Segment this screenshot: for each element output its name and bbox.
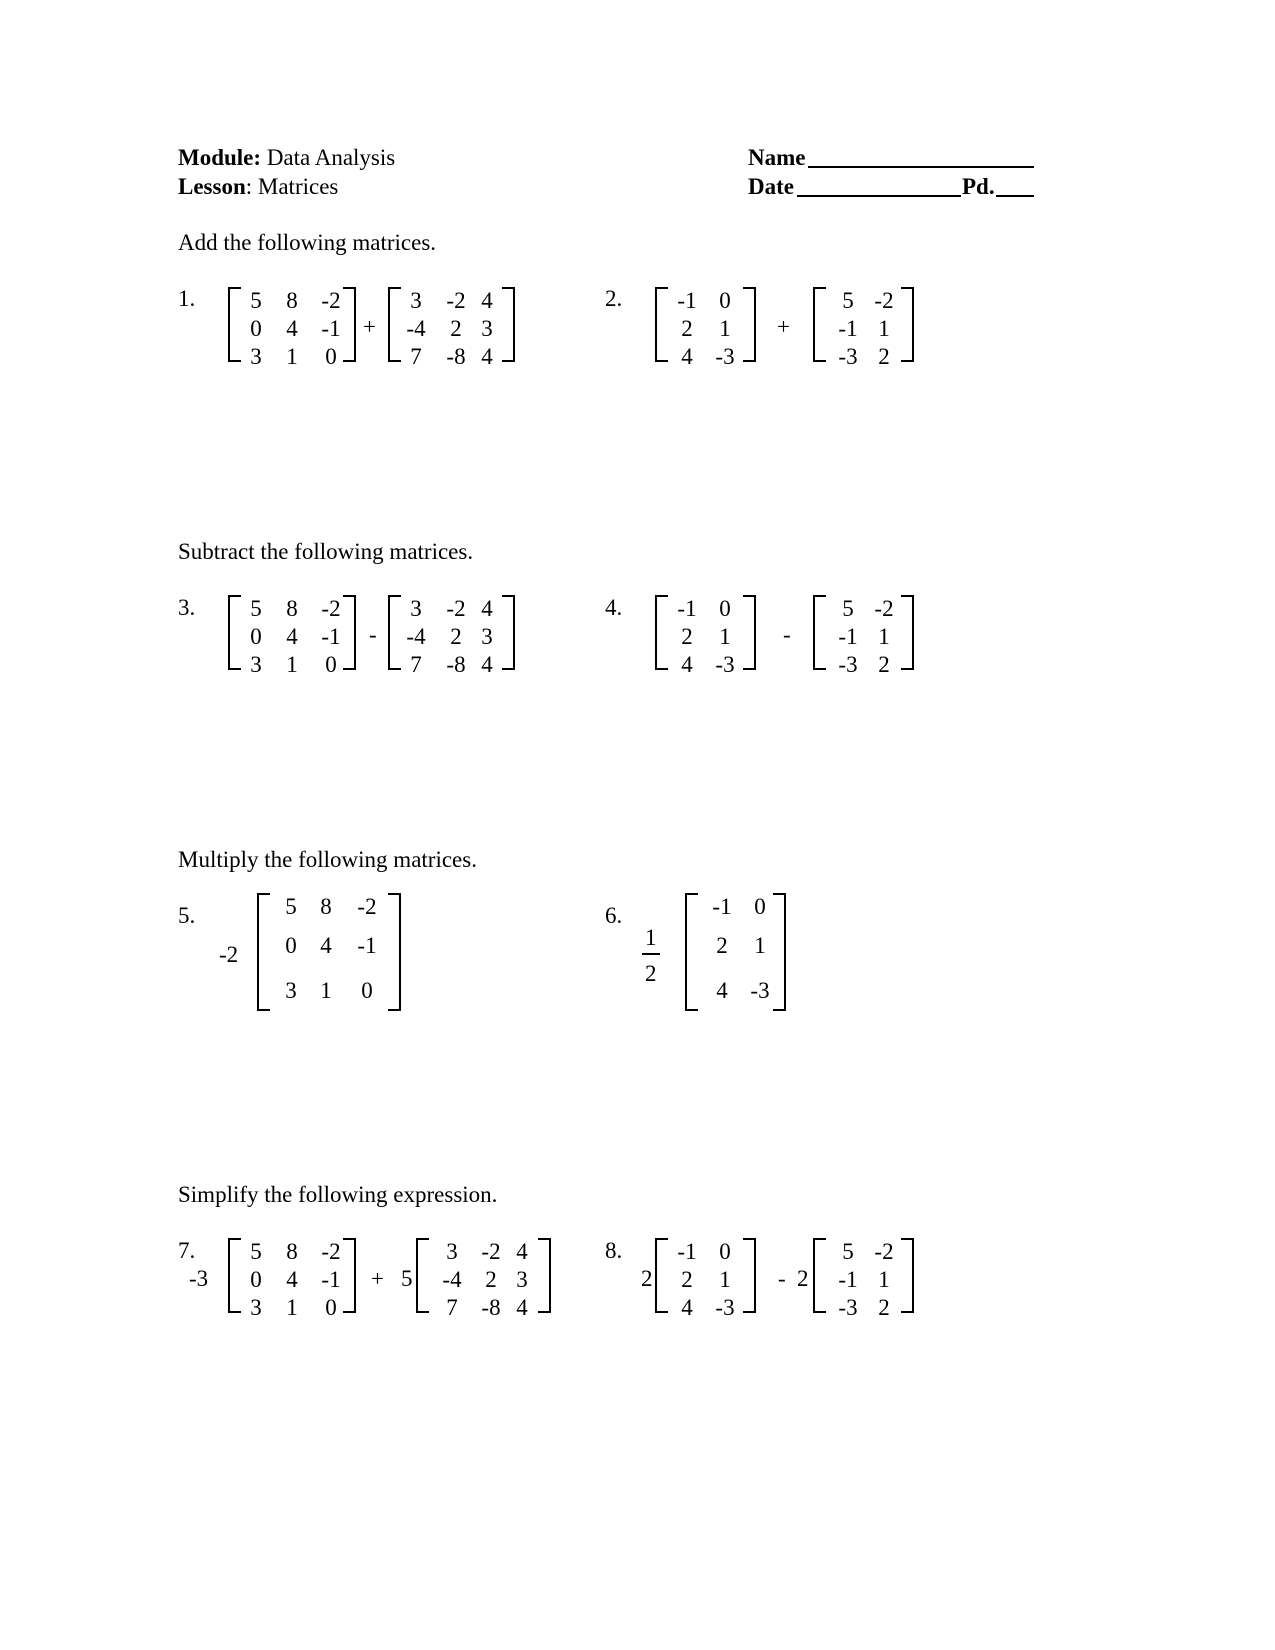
matrix-p7-right-left-bracket [416,1238,429,1313]
matrix-cell: 1 [878,316,890,341]
problem-7-operator: + [371,1266,384,1291]
matrix-cell: -2 [446,596,466,621]
matrix-cell: 0 [719,288,731,313]
matrix-cell: 2 [878,344,890,369]
matrix-cell: -3 [838,1295,858,1320]
matrix-cell: 0 [325,1295,337,1320]
matrix-p1-right-left-bracket [388,287,401,362]
matrix-cell: 4 [681,1295,693,1320]
problem-1-operator: + [363,314,376,339]
section-multiply-heading: Multiply the following matrices. [178,847,477,872]
matrix-p2-right [813,287,914,369]
matrix-cell: 0 [250,1267,262,1292]
matrix-p2-left [655,287,756,369]
matrix-cell: -1 [712,894,732,919]
matrix-p1-left-right-bracket [343,287,356,362]
matrix-p3-left [228,595,356,677]
matrix-p5-right-bracket [388,893,401,1011]
matrix-p1-left [228,287,356,369]
matrix-cell: 0 [754,894,766,919]
problem-5-scalar: -2 [219,942,239,967]
problem-8-number: 8. [605,1238,623,1263]
matrix-cell: 1 [286,1295,298,1320]
matrix-cell: 4 [716,978,728,1003]
problem-3-operator: - [369,622,377,647]
matrix-cell: -8 [481,1295,501,1320]
matrix-cell: 1 [719,624,731,649]
module-value: Data Analysis [266,145,396,170]
matrix-cell: 3 [250,344,262,369]
problem-5-number: 5. [178,903,196,928]
matrix-p2-left-right-bracket [743,287,756,362]
matrix-cell: 1 [719,316,731,341]
matrix-p7-left-left-bracket [228,1238,241,1313]
matrix-cell: -3 [715,1295,735,1320]
matrix-cell: 4 [286,624,298,649]
problem-6-fraction-bar [642,953,660,955]
matrix-p3-left-left-bracket [228,595,241,670]
matrix-cell: 4 [286,316,298,341]
matrix-p4-right [813,595,914,677]
lesson-line [178,173,338,201]
module-line [178,144,395,172]
matrix-cell: 2 [681,624,693,649]
matrix-cell: -2 [874,596,894,621]
matrix-p1-right [388,287,515,369]
matrix-cell: -3 [715,652,735,677]
matrix-cell: 3 [285,978,297,1003]
problem-6-fraction-denominator: 2 [645,961,657,986]
matrix-cell: 1 [320,978,332,1003]
matrix-cell: 5 [250,1239,262,1264]
matrix-p4-left [655,595,756,677]
matrix-cell: 4 [481,652,493,677]
matrix-cell: 3 [481,316,493,341]
matrix-cell: -3 [715,344,735,369]
problem-8-scalar-2: 2 [797,1266,809,1291]
matrix-p1-right-right-bracket [502,287,515,362]
period-label: Pd. [962,174,995,199]
matrix-cell: 4 [681,344,693,369]
matrix-cell: 2 [716,933,728,958]
matrix-cell: -1 [321,624,341,649]
matrix-p8-left-left-bracket [655,1238,668,1313]
matrix-cell: -2 [321,1239,341,1264]
matrix-cell: -4 [442,1267,462,1292]
matrix-p8-left [655,1238,756,1320]
matrix-cell: -1 [357,933,377,958]
matrix-p5 [257,893,401,1011]
matrix-cell: 8 [286,596,298,621]
section-subtract-heading: Subtract the following matrices. [178,539,474,564]
matrix-cell: 0 [719,1239,731,1264]
section-add-heading: Add the following matrices. [178,230,437,255]
matrix-p7-right [416,1238,551,1320]
matrix-cell: 4 [320,933,332,958]
matrix-cell: 3 [446,1239,458,1264]
matrix-cell: 4 [681,652,693,677]
matrix-cell: 5 [842,288,854,313]
problem-6-number: 6. [605,903,623,928]
matrix-cell: 0 [325,652,337,677]
problem-3-number: 3. [178,595,196,620]
matrix-p8-right-left-bracket [813,1238,826,1313]
matrix-cell: 0 [719,596,731,621]
matrix-cell: 0 [250,624,262,649]
matrix-cell: -4 [406,316,426,341]
matrix-cell: 2 [878,652,890,677]
problem-8-scalar-1: 2 [641,1266,653,1291]
problem-4-operator: - [783,622,791,647]
matrix-cell: -3 [838,652,858,677]
matrix-cell: 8 [320,894,332,919]
matrix-p2-left-left-bracket [655,287,668,362]
matrix-cell: 3 [516,1267,528,1292]
matrix-cell: -2 [321,596,341,621]
matrix-cell: 3 [410,596,422,621]
problem-7-number: 7. [178,1238,196,1263]
matrix-p1-left-left-bracket [228,287,241,362]
problem-2-operator: + [777,314,790,339]
matrix-cell: -3 [838,344,858,369]
problem-8-operator: - [778,1266,786,1291]
matrix-p4-right-right-bracket [901,595,914,670]
matrix-cell: 1 [286,344,298,369]
matrix-cell: 7 [446,1295,458,1320]
matrix-p6 [685,893,786,1011]
matrix-cell: 1 [286,652,298,677]
matrix-cell: 8 [286,288,298,313]
matrix-p3-right-left-bracket [388,595,401,670]
matrix-cell: 7 [410,652,422,677]
matrix-p2-right-left-bracket [813,287,826,362]
matrix-cell: 5 [842,596,854,621]
matrix-cell: -1 [677,1239,697,1264]
matrix-cell: 2 [450,624,462,649]
matrix-cell: -1 [321,316,341,341]
matrix-cell: -2 [357,894,377,919]
matrix-p4-right-left-bracket [813,595,826,670]
matrix-cell: -2 [874,1239,894,1264]
matrix-cell: -8 [446,344,466,369]
matrix-cell: 2 [450,316,462,341]
matrix-cell: 0 [250,316,262,341]
matrix-cell: 3 [481,624,493,649]
matrix-p3-right-right-bracket [502,595,515,670]
matrix-cell: -1 [677,596,697,621]
matrix-cell: 5 [842,1239,854,1264]
matrix-p6-left-bracket [685,893,698,1011]
matrix-p6-right-bracket [773,893,786,1011]
period-field-line[interactable] [996,195,1034,197]
matrix-cell: 3 [410,288,422,313]
matrix-cell: 4 [516,1239,528,1264]
name-field-line[interactable] [808,166,1034,168]
matrix-cell: -2 [874,288,894,313]
matrix-cell: 2 [681,1267,693,1292]
matrix-p4-left-left-bracket [655,595,668,670]
matrix-cell: -1 [838,1267,858,1292]
matrix-cell: 0 [285,933,297,958]
date-field-line[interactable] [797,195,961,197]
problem-4-number: 4. [605,595,623,620]
problem-7-scalar-2: 5 [401,1266,413,1291]
matrix-p5-left-bracket [257,893,270,1011]
matrix-cell: 0 [325,344,337,369]
matrix-cell: 5 [250,596,262,621]
matrix-cell: 4 [516,1295,528,1320]
matrix-p7-left [228,1238,356,1320]
matrix-cell: -2 [481,1239,501,1264]
matrix-cell: 2 [681,316,693,341]
problem-2-number: 2. [605,286,623,311]
matrix-p8-right [813,1238,914,1320]
matrix-cell: 3 [250,652,262,677]
matrix-cell: 7 [410,344,422,369]
matrix-cell: -4 [406,624,426,649]
problem-7-scalar-1: -3 [189,1266,209,1291]
matrix-cell: -3 [750,978,770,1003]
matrix-cell: 1 [878,1267,890,1292]
matrix-cell: 2 [485,1267,497,1292]
problem-1-number: 1. [178,286,196,311]
problem-6-fraction-numerator: 1 [645,925,657,950]
matrix-cell: 8 [286,1239,298,1264]
matrix-p8-left-right-bracket [743,1238,756,1313]
matrix-cell: -1 [321,1267,341,1292]
matrix-cell: 4 [481,288,493,313]
lesson-value: : Matrices [245,174,339,199]
matrix-cell: 1 [754,933,766,958]
matrix-p7-right-right-bracket [538,1238,551,1313]
lesson-label: Lesson [178,174,246,199]
matrix-p7-left-right-bracket [343,1238,356,1313]
matrix-cell: 5 [285,894,297,919]
matrix-cell: -8 [446,652,466,677]
date-label: Date [748,174,794,199]
matrix-cell: 1 [719,1267,731,1292]
name-label: Name [748,145,806,170]
matrix-cell: -2 [321,288,341,313]
matrix-p3-left-right-bracket [343,595,356,670]
section-simplify-heading: Simplify the following expression. [178,1182,498,1207]
matrix-p8-right-right-bracket [901,1238,914,1313]
matrix-cell: 4 [286,1267,298,1292]
matrix-cell: -2 [446,288,466,313]
matrix-cell: -1 [838,316,858,341]
matrix-cell: 4 [481,596,493,621]
module-label: Module: [178,145,262,170]
matrix-cell: -1 [677,288,697,313]
matrix-cell: 3 [250,1295,262,1320]
matrix-cell: 5 [250,288,262,313]
matrix-cell: 0 [361,978,373,1003]
matrix-cell: 2 [878,1295,890,1320]
matrix-cell: 1 [878,624,890,649]
matrix-p2-right-right-bracket [901,287,914,362]
matrix-p4-left-right-bracket [743,595,756,670]
matrix-p3-right [388,595,515,677]
matrix-cell: -1 [838,624,858,649]
matrix-cell: 4 [481,344,493,369]
